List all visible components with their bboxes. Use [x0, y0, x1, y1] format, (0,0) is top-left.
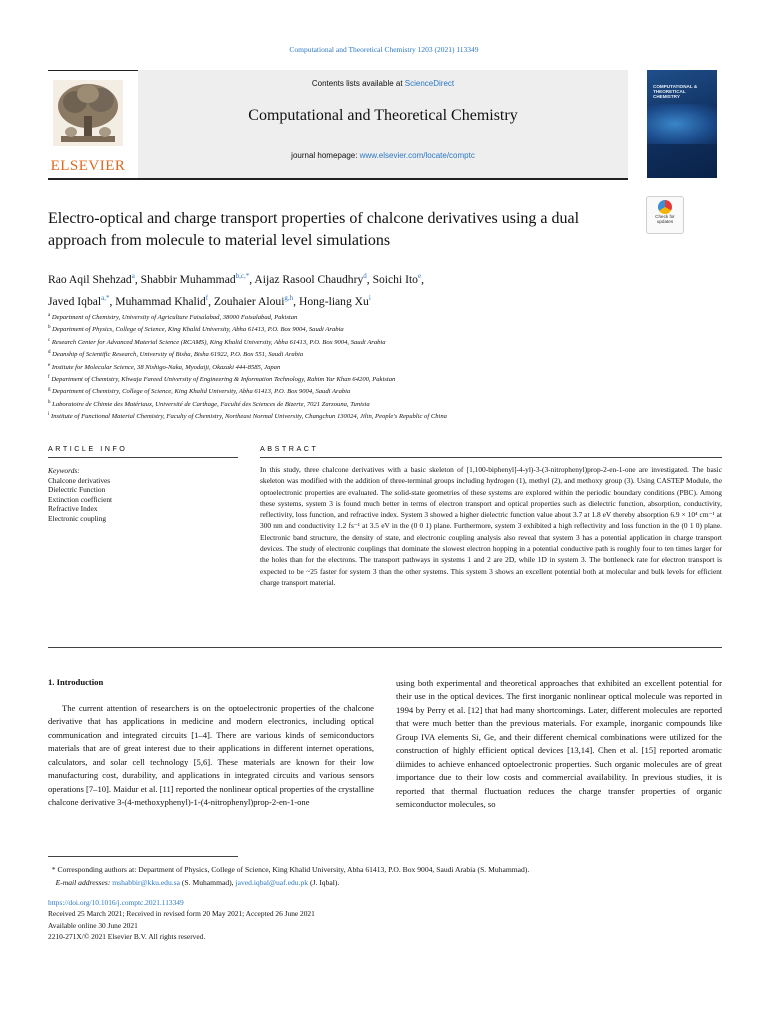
body-column-left — [48, 702, 374, 810]
keyword: Chalcone derivatives — [48, 475, 111, 485]
homepage-line — [138, 151, 628, 160]
homepage-prefix: journal homepage: — [291, 151, 360, 160]
affiliation-sup: d — [48, 350, 51, 356]
affiliation-text: Department of Chemistry, College of Science, King Khalid University, Abha 61413, P.O. Box 9004, Saudi Arabia — [52, 388, 351, 396]
author-name[interactable]: Aijaz Rasool Chaudhry — [254, 272, 364, 286]
footnote-rule — [48, 856, 238, 857]
elsevier-tree-icon — [53, 80, 123, 146]
received-dates: Received 25 March 2021; Received in revised form 20 May 2021; Accepted 26 June 2021 — [48, 909, 315, 919]
affiliation-item — [48, 311, 728, 323]
affiliation-item — [48, 361, 728, 373]
affiliation-item — [48, 398, 728, 410]
keyword: Refractive Index — [48, 504, 98, 513]
affiliation-sup: a — [48, 313, 51, 318]
cover-title: COMPUTATIONAL & THEORETICAL CHEMISTRY — [653, 84, 698, 100]
affiliation-item — [48, 410, 728, 422]
doi-link[interactable]: https://doi.org/10.1016/j.comptc.2021.113349 — [48, 898, 184, 907]
affiliation-item — [48, 323, 728, 335]
affiliation-sup: c — [48, 337, 51, 343]
affiliation-text: Institute for Molecular Science, 38 Nishigo-Naka, Myodaiji, Okazaki 444-8585, Japan — [51, 363, 281, 371]
author-affil-sup[interactable]: a — [131, 272, 135, 280]
footnote-line — [48, 863, 728, 876]
affiliation-item — [48, 373, 728, 385]
contents-prefix: Contents lists available at — [311, 79, 405, 88]
available-online: Available online 30 June 2021 — [48, 920, 138, 930]
abstract-heading: ABSTRACT — [260, 444, 319, 453]
footnote-star: * — [51, 865, 56, 874]
affiliation-sup: b — [48, 325, 51, 331]
author-affil-sup[interactable]: i — [368, 293, 371, 302]
email-link-2[interactable]: javed.iqbal@uaf.edu.pk — [235, 878, 309, 887]
sciencedirect-link[interactable]: ScienceDirect — [404, 79, 455, 88]
author-name[interactable]: Rao Aqil Shehzad — [48, 272, 132, 286]
affiliation-text: Institute of Functional Material Chemistry, Faculty of Chemistry, Northeast Normal University, Changchun 130024, Jilin, People's Republic of China — [51, 413, 447, 421]
affiliation-text: Laboratoire de Chimie des Matériaux, Université de Carthage, Faculté des Sciences de Bizerte, 7021 Zarzouna, Tunisia — [52, 400, 370, 408]
running-head[interactable]: Computational and Theoretical Chemistry 1203 (2021) 113349 — [289, 45, 479, 54]
affiliation-sup: i — [48, 412, 50, 418]
author-affil-sup[interactable]: g,h — [284, 293, 294, 302]
keyword: Extinction coefficient — [48, 494, 113, 504]
affiliation-text: Department of Chemistry, Khwaja Fareed University of Engineering & Information Technology, Rahim Yar Khan 64200, Pakistan — [51, 376, 396, 384]
author-affil-sup[interactable]: d — [363, 272, 367, 280]
author-list: Rao Aqil Shehzad$^a$, Shabbir Muhammad$^{b,c,*}$, Aijaz Rasool Chaudhry$^d$, Soichi Ito$^e$, Javed Iqbal$^{a,*}$, Muhammad Khalid$^f$, Zouhaier Aloui$^{g,h}$, Hong-liang Xu$^i$ — [48, 272, 424, 308]
affiliation-item — [48, 336, 728, 348]
author-name[interactable]: Shabbir Muhammad — [140, 272, 236, 286]
keyword: Electronic coupling — [48, 513, 107, 523]
article-title: Electro-optical and charge transport properties of chalcone derivatives using a dual approach from molecule to material level simulations — [48, 210, 580, 249]
abstract-rule — [260, 457, 722, 458]
author-name[interactable]: Hong-liang Xu — [298, 294, 369, 308]
badge-line-1: Check for — [655, 214, 675, 219]
check-updates-icon — [658, 200, 672, 214]
journal-cover — [647, 70, 717, 178]
check-for-updates-badge[interactable] — [646, 196, 684, 234]
affiliation-text: Department of Chemistry, University of Agriculture Faisalabad, 38000 Faisalabad, Pakistan — [51, 314, 298, 322]
journal-homepage-link[interactable]: www.elsevier.com/locate/comptc — [359, 151, 475, 160]
masthead — [48, 70, 728, 182]
section-heading-introduction: 1. Introduction — [48, 677, 104, 687]
badge-line-2: updates — [656, 219, 674, 224]
abstract-bottom-rule — [48, 647, 722, 648]
email-owner-1: (S. Muhammad), — [180, 878, 236, 887]
author-name[interactable]: Soichi Ito — [372, 272, 418, 286]
body-column-right — [396, 677, 722, 812]
author-affil-sup[interactable]: b,c,* — [235, 272, 250, 280]
author-affil-sup[interactable]: a,* — [101, 293, 110, 302]
elsevier-logo — [48, 80, 128, 174]
keywords-label: Keywords: — [48, 466, 80, 475]
affiliation-item — [48, 385, 728, 397]
affiliation-sup: g — [48, 387, 51, 393]
author-name[interactable]: Javed Iqbal — [48, 294, 102, 308]
cover-image — [647, 104, 717, 144]
affiliation-sup: h — [48, 399, 51, 405]
masthead-bottom-rule — [48, 178, 628, 180]
footnote-corresponding: Corresponding authors at: Department of Physics, College of Science, King Khalid University, Abha 61413, P.O. Box 9004, Saudi Arabia (S. Muhammad). — [57, 865, 530, 874]
affiliation-text: Research Center for Advanced Material Science (RCAMS), King Khalid University, Abha 61413, P.O. Box 9004, Saudi Arabia — [51, 338, 386, 346]
article-history — [48, 897, 728, 942]
corresponding-author-footnote — [48, 863, 728, 889]
abstract-text: In this study, three chalcone derivatives with a basic skeleton of [1,100-biphenyl]-4-yl)-3-(3-nitrophenyl)prop-2-en-1-one are investigated. The basic skeleton was modified with the addition of three-terminal groups including hydrogen (1), methyl (2), and methoxy group (3). Using CASTEP Module, the optoelectronic properties are evaluated. The solid-state geometries of these systems are explored within the periodic boundary conditions (PBC). Among these systems, system 3 is found much better in terms of electron transport and optical properties such as dielectric function, absorption, conductivity, reflectivity, loss function, and refractive index. System 3 showed a higher dielectric function value about 3.7 at 1.8 eV thereby absorption 6.9 × 10⁴ cm⁻¹ at 300 nm and conductivity 1.2 fs⁻¹ at 3.5 eV in the (0 0 1) plane. Furthermore, system 3 exhibited a high reflectivity and loss function in the (0 1 0) plane. Electronic band structure, the density of state, and electronic coupling analysis also reveal that system 3 has a potential application in charge transport devices. The study of electronic couplings that dominate the slowest electron hopping in a potential conductive path is roughly four to ten times larger for the holes than for the electrons. The transport pathways in systems 1 and 2 are 2D, while 1D in system 3. The bottleneck rate for electron transport is expected to be ~25 faster for system 3 than the other systems. This system 3 shows an excellent potential both at molecular and bulk levels for efficient charge transport material. — [260, 465, 722, 587]
author-affil-sup[interactable]: f — [205, 293, 209, 302]
article-info-rule — [48, 457, 238, 458]
article-info-heading: ARTICLE INFO — [48, 444, 128, 453]
copyright-line: 2210-271X/© 2021 Elsevier B.V. All rights reserved. — [48, 931, 206, 941]
author-name[interactable]: Zouhaier Aloui — [213, 294, 285, 308]
intro-paragraph-right: using both experimental and theoretical approaches that exhibited an excellent potential for their use in the optical devices. The first inorganic nonlinear optical molecule was reported in 1994 by Perry et al. [12] that had many shortcomings. Later, different molecules are reported that were much better than the previous materials. For example, inorganic compounds like Group IVA elements Si, Ge, and their different chemical combinations were utilized for the construction of highly efficient optical devices [13,14]. Chen et al. [15] reported aromatic diimides to achieve enhanced optoelectronic properties. Such organic molecules are of great importance due to their low costs and commercial availability. In previous studies, it is reported that thermal fluctuation reduces the charge transfer properties of organic semiconductor molecules, so — [396, 678, 722, 810]
email-link-1[interactable]: mshabbir@kku.edu.sa — [112, 878, 180, 887]
author-affil-sup[interactable]: e — [417, 272, 422, 280]
affiliation-sup: f — [48, 374, 50, 380]
keyword: Dielectric Function — [48, 485, 106, 494]
intro-paragraph-left: The current attention of researchers is on the optoelectronic properties of the chalcone derivative that has applications in medicine and modern electronics, including optical communication and integrated circuits [1–4]. There are various kinds of semiconductors materials that are of great interest due to their applications in different internet operations, calculators, and solar cell technology [5,6]. These materials are known for their low manufacturing cost, durability, and applications in integrated circuits and various sensors operations [7–10]. Maidur et al. [11] reported the nonlinear optical properties of the crystalline chalcone derivative 3-(4-methoxyphenyl)-1-(4-nitrophenyl)prop-2-en-1-one — [48, 703, 374, 808]
contents-line — [138, 79, 628, 88]
keywords-block — [48, 466, 238, 523]
email-label: E-mail addresses: — [55, 878, 111, 887]
footnote-emails — [48, 876, 728, 889]
affiliation-text: Deanship of Scientific Research, University of Bisha, Bisha 61922, P.O. Box 551, Saudi Arabia — [52, 351, 304, 359]
affiliation-list — [48, 311, 728, 423]
affiliation-text: Department of Physics, College of Science, King Khalid University, Abha 61413, P.O. Box 9004, Saudi Arabia — [52, 326, 344, 334]
journal-title: Computational and Theoretical Chemistry — [248, 107, 518, 124]
email-owner-2: (J. Iqbal). — [308, 878, 340, 887]
masthead-center — [138, 70, 628, 178]
affiliation-item — [48, 348, 728, 360]
publisher-name: ELSEVIER — [50, 158, 126, 174]
author-name[interactable]: Muhammad Khalid — [115, 294, 206, 308]
affiliation-sup: e — [48, 362, 51, 368]
